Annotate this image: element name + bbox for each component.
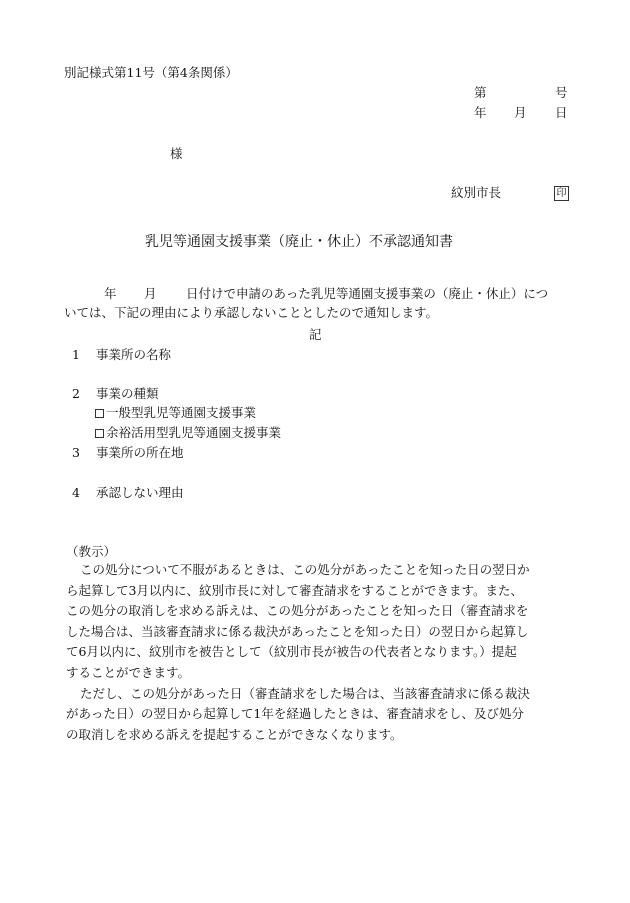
instruction-line: があった日）の翌日から起算して1年を経過したときは、審査請求をし、及び処分	[66, 706, 524, 722]
document-number-prefix: 第	[474, 85, 487, 100]
body-date-year: 年	[104, 286, 117, 301]
instruction-line: この処分について不服があるときは、この処分があったことを知った日の翌日か	[80, 562, 530, 577]
instruction-text	[66, 560, 570, 745]
document-title: 乳児等通園支援事業（廃止・休止）不承認通知書	[145, 234, 453, 250]
body-line-2: いては、下記の理由により承認しないこととしたので通知します。	[64, 305, 439, 320]
checkbox-icon[interactable]	[95, 429, 104, 438]
instruction-line: の取消しを求める訴えを提起することができなくなります。	[66, 726, 403, 742]
instruction-line: ら起算して3月以内に、紋別市長に対して審査請求をすることができます。また、	[66, 582, 523, 598]
date-month-label: 月	[514, 105, 527, 120]
item-3-label: 事業所の所在地	[96, 445, 184, 460]
checkbox-icon[interactable]	[95, 409, 104, 418]
issuer-seal	[554, 186, 569, 201]
document-number-suffix: 号	[555, 85, 568, 100]
ki-heading: 記	[309, 327, 322, 342]
option-general-type[interactable]	[95, 407, 256, 420]
option-surplus-type-label: 余裕活用型乳児等通園支援事業	[106, 425, 282, 440]
date-year-label: 年	[474, 105, 487, 120]
body-line-1: 日付けで申請のあった乳児等通園支援事業の（廃止・休止）につ	[186, 286, 549, 301]
instruction-line: した場合は、当該審査請求に係る裁決があったことを知った日）の翌日から起算し	[66, 623, 529, 639]
seal-icon: 印	[554, 186, 569, 201]
issuer-name: 紋別市長	[451, 185, 502, 200]
item-2-label: 事業の種類	[96, 386, 159, 401]
item-4-label: 承認しない理由	[96, 485, 184, 500]
option-surplus-type[interactable]	[95, 427, 281, 440]
instruction-line: することができます。	[66, 664, 191, 680]
instruction-line: て6月以内に、紋別市を被告として（紋別市長が被告の代表者となります。）提起	[66, 644, 517, 660]
item-1-label: 事業所の名称	[96, 347, 172, 362]
item-3-number: 3	[72, 445, 80, 460]
date-day-label: 日	[555, 105, 568, 120]
instruction-heading: （教示）	[66, 544, 117, 559]
form-label: 別記様式第11号（第4条関係）	[64, 65, 238, 80]
item-4-number: 4	[72, 485, 80, 500]
recipient-honorific: 様	[170, 146, 183, 161]
option-general-type-label: 一般型乳児等通園支援事業	[106, 405, 257, 420]
item-2-number: 2	[72, 386, 80, 401]
item-1-number: 1	[72, 347, 80, 362]
instruction-line: ただし、この処分があった日（審査請求をした場合は、当該審査請求に係る裁決	[80, 685, 530, 701]
instruction-line: この処分の取消しを求める訴えは、この処分があったことを知った日（審査請求を	[66, 603, 529, 619]
body-date-month: 月	[144, 286, 157, 301]
